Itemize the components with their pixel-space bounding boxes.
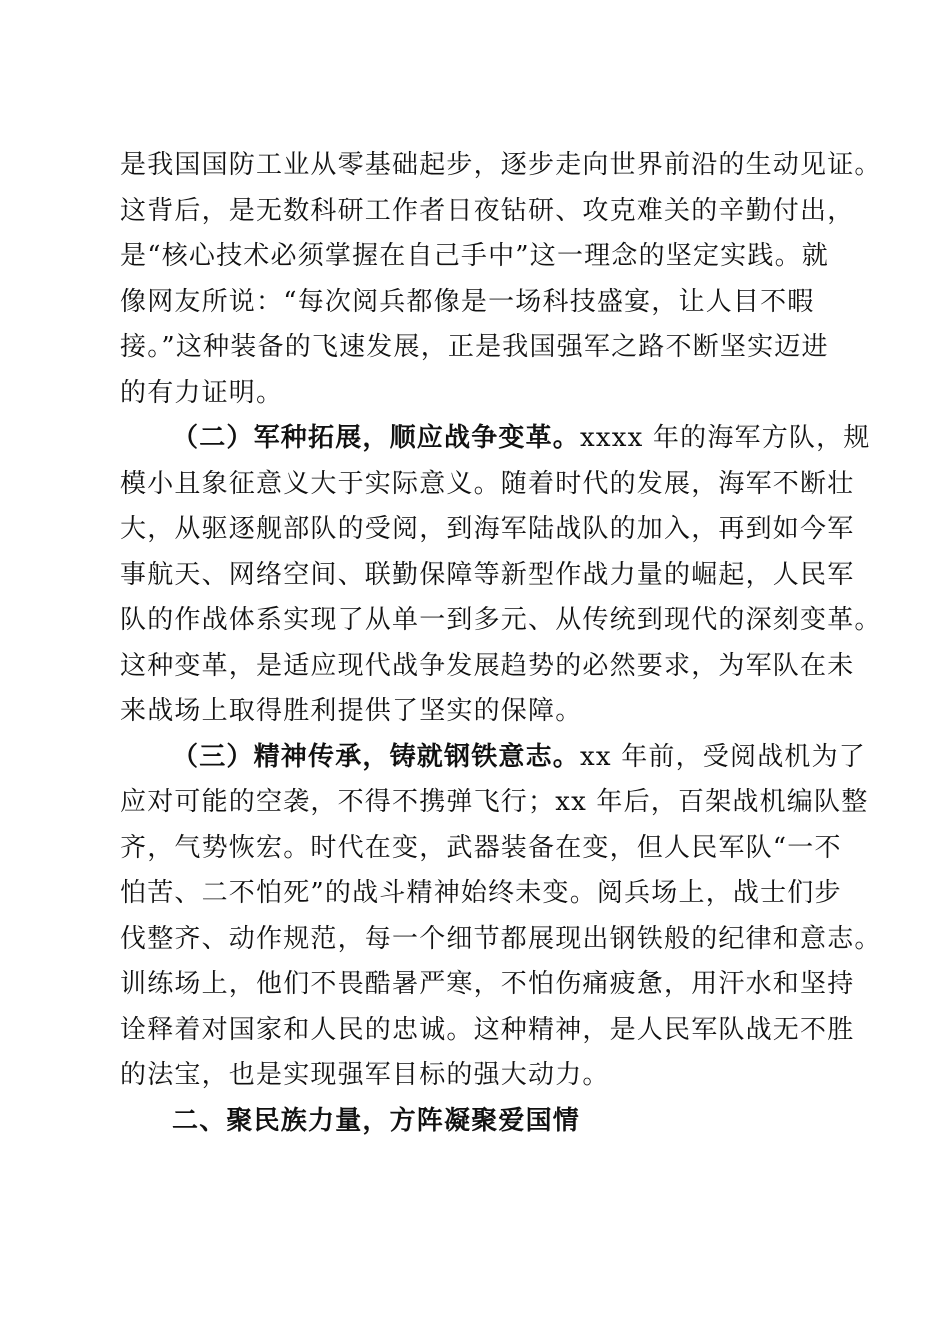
text-line: 怕苦、二不怕死”的战斗精神始终未变。阅兵场上，战士们步 [120, 878, 842, 908]
text-line: 这背后，是无数科研工作者日夜钻研、攻克难关的辛勤付出， [120, 195, 855, 226]
text-line: 训练场上，他们不畏酷暑严寒，不怕伤痛疲惫，用汗水和坚持 [120, 969, 855, 999]
text-line: 应对可能的空袭，不得不携弹飞行；xx 年后，百架战机编队整 [120, 787, 869, 817]
text-line: 伐整齐、动作规范，每一个细节都展现出钢铁般的纪律和意志。 [120, 923, 882, 954]
text-line: 的有力证明。 [120, 377, 284, 408]
text-line: 齐，气势恢宏。时代在变，武器装备在变，但人民军队“一不 [120, 832, 842, 863]
text-line: 队的作战体系实现了从单一到多元、从传统到现代的深刻变革。 [120, 605, 882, 635]
text-line: 大，从驱逐舰部队的受阅，到海军陆战队的加入，再到如今军 [120, 514, 855, 544]
paragraph-lead: （二）军种拓展，顺应战争变革。 [172, 423, 581, 453]
text-line: 事航天、网络空间、联勤保障等新型作战力量的崛起，人民军 [120, 559, 855, 590]
text-line [120, 416, 871, 462]
text-line [120, 735, 867, 781]
text-line: 模小且象征意义大于实际意义。随着时代的发展，海军不断壮 [120, 468, 855, 499]
paragraph-2 [120, 416, 882, 735]
text-line: 是“核心技术必须掌握在自己手中”这一理念的坚定实践。就 [120, 241, 829, 271]
text-line: 的法宝，也是实现强军目标的强大动力。 [120, 1060, 610, 1090]
paragraph-3 [120, 735, 882, 1099]
paragraph-text: xxxx 年的海军方队，规 [580, 423, 871, 453]
paragraph-lead: （三）精神传承，铸就钢铁意志。 [172, 741, 581, 772]
text-line: 诠释着对国家和人民的忠诚。这种精神，是人民军队战无不胜 [120, 1014, 855, 1045]
text-line: 这种变革，是适应现代战争发展趋势的必然要求，为军队在未 [120, 650, 855, 681]
text-line: 是我国国防工业从零基础起步，逐步走向世界前沿的生动见证。 [120, 150, 882, 180]
section-heading: 二、聚民族力量，方阵凝聚爱国情 [172, 1105, 581, 1136]
text-line: 像网友所说：“每次阅兵都像是一场科技盛宴，让人目不暇 [120, 286, 815, 317]
document-body [120, 143, 882, 1144]
paragraph-1 [120, 143, 882, 416]
text-line: 来战场上取得胜利提供了坚实的保障。 [120, 696, 583, 726]
paragraph-text: xx 年前，受阅战机为了 [580, 741, 867, 772]
text-line: 接。”这种装备的飞速发展，正是我国强军之路不断坚实迈进 [120, 332, 829, 362]
